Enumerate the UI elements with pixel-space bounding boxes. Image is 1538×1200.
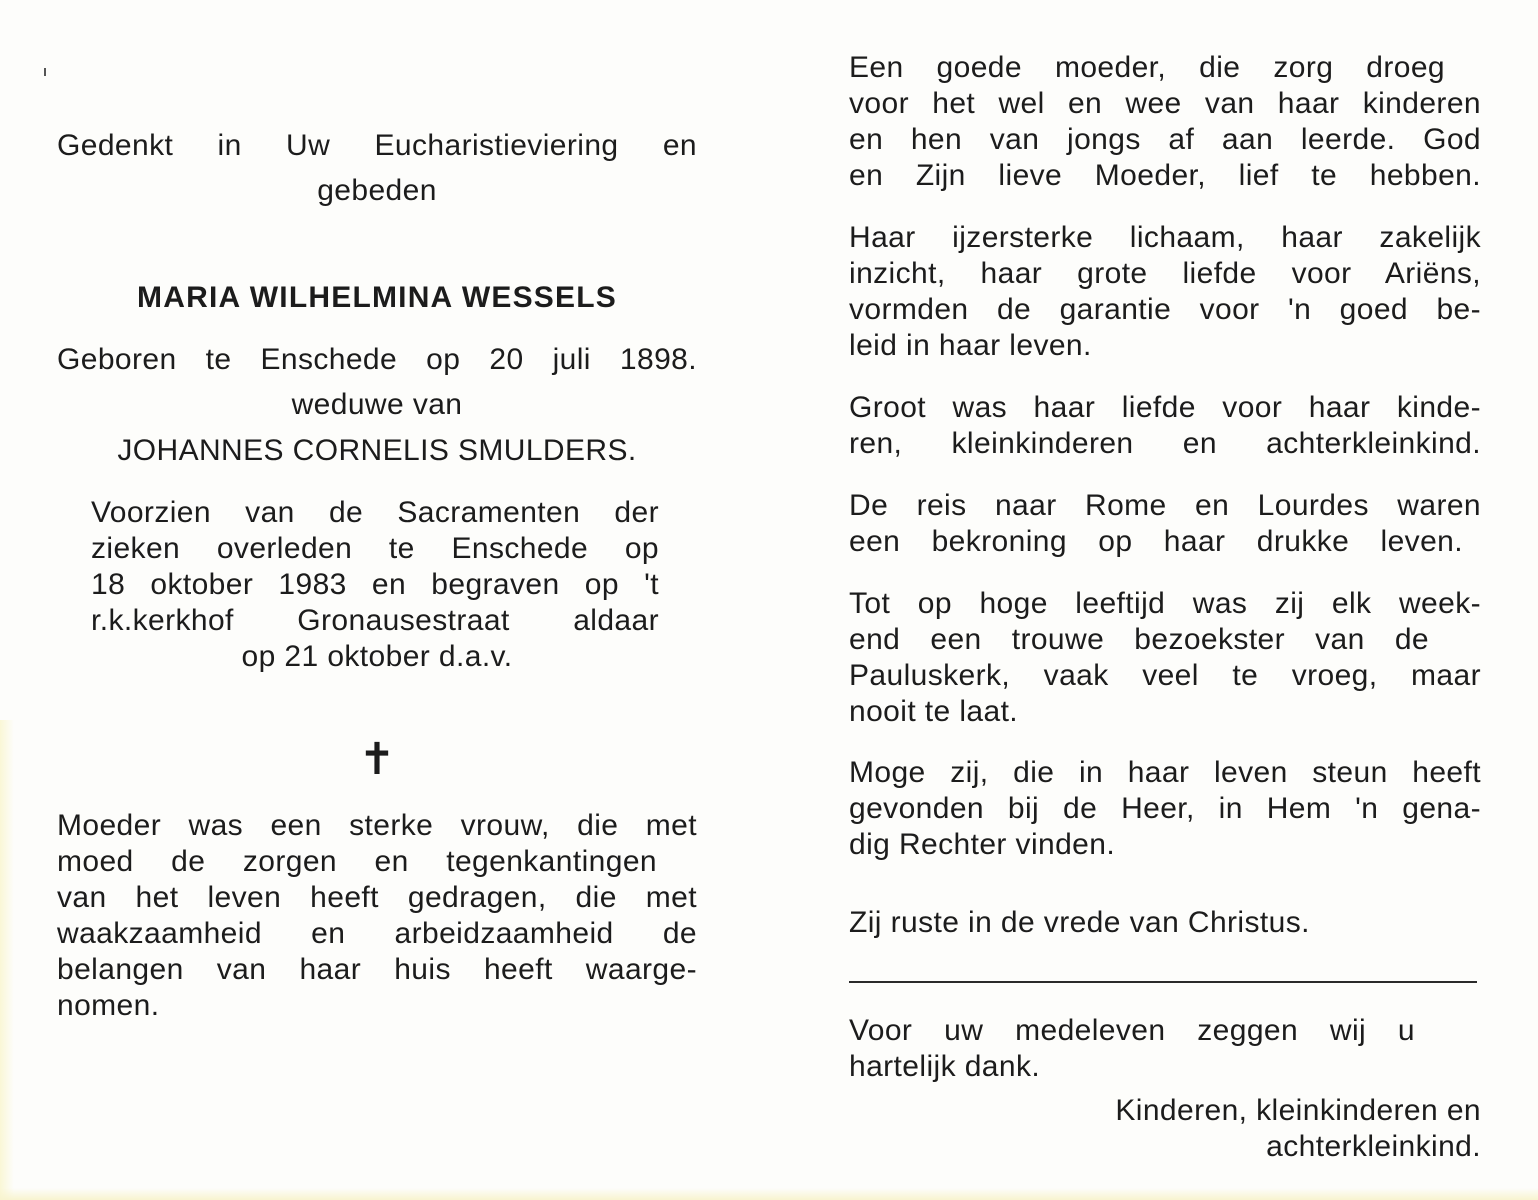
paragraph-line: ren, kleinkinderen en achterkleinkind.	[849, 427, 1481, 460]
spouse-name: JOHANNES CORNELIS SMULDERS.	[117, 434, 637, 467]
paragraph-line: dig Rechter vinden.	[849, 828, 1116, 861]
death-line: r.k.kerkhof Gronausestraat aldaar	[91, 604, 659, 637]
death-line: 18 oktober 1983 en begraven op 't	[91, 568, 659, 601]
tribute-line: moed de zorgen en tegenkantingen	[57, 845, 657, 878]
intro-line: Gedenkt in Uw Eucharistieviering en	[57, 129, 697, 162]
tribute-line: Moeder was een sterke vrouw, die met	[57, 809, 697, 842]
paragraph-line: voor het wel en wee van haar kinderen	[849, 87, 1481, 120]
paragraph-line: Tot op hoge leeftijd was zij elk week-	[849, 587, 1481, 620]
divider-rule	[849, 981, 1477, 983]
paragraph-line: en Zijn lieve Moeder, lief te hebben.	[849, 159, 1481, 192]
birth-line: Geboren te Enschede op 20 juli 1898.	[57, 343, 697, 376]
tribute-line: nomen.	[57, 989, 160, 1022]
paragraph-line: inzicht, haar grote liefde voor Ariëns,	[849, 257, 1481, 290]
cross-icon: ✝	[358, 735, 396, 784]
paragraph-line: een bekroning op haar drukke leven.	[849, 525, 1463, 558]
paragraph-line: Een goede moeder, die zorg droeg	[849, 51, 1445, 84]
deceased-name: MARIA WILHELMINA WESSELS	[137, 281, 617, 314]
closing-line: Zij ruste in de vrede van Christus.	[849, 906, 1310, 939]
intro-line: gebeden	[317, 174, 437, 207]
thanks-line: Voor uw medeleven zeggen wij u	[849, 1014, 1415, 1047]
paper-speck	[44, 68, 46, 76]
paragraph-line: Moge zij, die in haar leven steun heeft	[849, 756, 1481, 789]
tribute-line: belangen van haar huis heeft waarge-	[57, 953, 697, 986]
paper-edge-tint-bottom	[0, 1188, 1538, 1200]
tribute-line: waakzaamheid en arbeidzaamheid de	[57, 917, 697, 950]
paragraph-line: Pauluskerk, vaak veel te vroeg, maar	[849, 659, 1481, 692]
paragraph-line: end een trouwe bezoekster van de	[849, 623, 1429, 656]
paragraph-line: vormden de garantie voor 'n goed be-	[849, 293, 1481, 326]
paragraph-line: Haar ijzersterke lichaam, haar zakelijk	[849, 221, 1481, 254]
widow-of-line: weduwe van	[291, 388, 463, 421]
paragraph-line: leid in haar leven.	[849, 329, 1092, 362]
paragraph-line: en hen van jongs af aan leerde. God	[849, 123, 1481, 156]
signature-line: Kinderen, kleinkinderen en	[1115, 1094, 1481, 1127]
paragraph-line: nooit te laat.	[849, 695, 1019, 728]
death-line: Voorzien van de Sacramenten der	[91, 496, 659, 529]
paragraph-line: gevonden bij de Heer, in Hem 'n gena-	[849, 792, 1481, 825]
signature-line: achterkleinkind.	[1266, 1130, 1481, 1163]
death-line: op 21 oktober d.a.v.	[241, 640, 513, 673]
thanks-line: hartelijk dank.	[849, 1050, 1041, 1083]
tribute-line: van het leven heeft gedragen, die met	[57, 881, 697, 914]
death-line: zieken overleden te Enschede op	[91, 532, 659, 565]
paper-edge-tint	[0, 720, 14, 1200]
paragraph-line: De reis naar Rome en Lourdes waren	[849, 489, 1481, 522]
paragraph-line: Groot was haar liefde voor haar kinde-	[849, 391, 1481, 424]
